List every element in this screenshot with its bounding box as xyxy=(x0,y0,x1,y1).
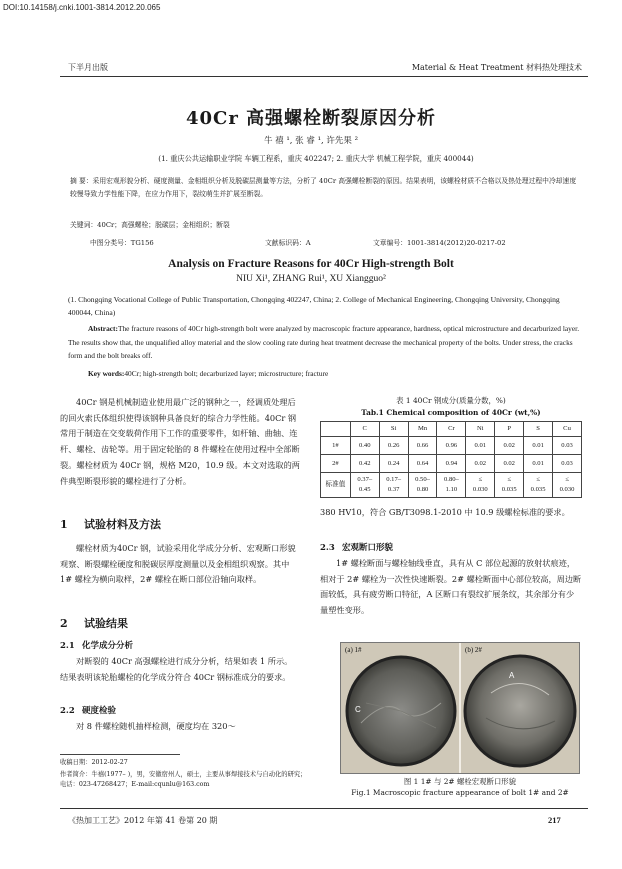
composition-table-grid xyxy=(320,421,582,498)
table-cell: 0.26 xyxy=(379,437,408,455)
std-max: 1.10 xyxy=(445,486,458,493)
table-header-cell: Cu xyxy=(553,422,582,437)
table-cell xyxy=(553,473,582,498)
table-header-cell: C xyxy=(350,422,379,437)
table-cell xyxy=(350,473,379,498)
section-1-number: 1 xyxy=(60,518,68,531)
table-cell: 0.03 xyxy=(553,455,582,473)
table-header-cell: P xyxy=(495,422,524,437)
std-max: 0.035 xyxy=(501,486,517,493)
section-2-1-title: 化学成分分析 xyxy=(82,641,134,651)
std-symbol: ≤ xyxy=(536,476,540,483)
table-cell: 1# xyxy=(321,437,351,455)
table-header-cell: Mn xyxy=(408,422,437,437)
table-cell: 0.02 xyxy=(466,455,495,473)
std-max: 0.035 xyxy=(530,486,546,493)
table-cell: 2# xyxy=(321,455,351,473)
english-keywords xyxy=(88,369,328,378)
section-2-2-number: 2.2 xyxy=(60,706,75,716)
footer-rule xyxy=(60,808,588,809)
section-2-1-text: 对断裂的 40Cr 高强螺栓进行成分分析，结果如表 1 所示。结果表明该轮胎螺栓的化学成分符合 40Cr 钢标准成分的要求。 xyxy=(60,656,293,682)
table-header-cell: Cr xyxy=(437,422,466,437)
table-header-cell: Ni xyxy=(466,422,495,437)
std-min: 0.80– xyxy=(444,476,459,483)
section-2-2-text: 对 8 件螺栓随机抽样检测，硬度均在 320～ xyxy=(76,721,236,731)
keywords-label: Key words: xyxy=(88,369,125,378)
section-2-3-title: 宏观断口形貌 xyxy=(342,543,394,553)
table-cell: 标准值 xyxy=(321,473,351,498)
figure-label-a: (a) 1# xyxy=(345,646,362,654)
english-title: Analysis on Fracture Reasons for 40Cr High-strength Bolt xyxy=(168,258,454,270)
english-abstract xyxy=(68,322,584,363)
article-number: 文章编号：1001-3814(2012)20-0217-02 xyxy=(373,239,506,247)
section-1-heading xyxy=(60,516,300,532)
table-cell: 0.01 xyxy=(524,455,553,473)
table-header-row xyxy=(321,422,582,437)
abstract-cn: 摘 要：采用宏观形貌分析、硬度测量、金相组织分析及脱碳层测量等方法，分析了 40Cr 高强螺栓断裂的原因。结果表明，该螺栓材质不合格以及热处理过程中冷却速度较慢导致力学性能下降，在应力作用下，裂纹萌生并扩展至断裂。 xyxy=(70,177,577,198)
table-cell xyxy=(466,473,495,498)
composition-table xyxy=(320,421,582,498)
table-cell: 0.40 xyxy=(350,437,379,455)
table-cell: 0.94 xyxy=(437,455,466,473)
english-affiliations: (1. Chongqing Vocational College of Public Transportation, Chongqing 402247, China; 2. College of Mechanical Engineering, Chongqing University, Chongqing 400044, China) xyxy=(68,295,560,317)
abstract-text: The fracture reasons of 40Cr high-strength bolt were analyzed by macroscopic fracture appearance, hardness, optical microstructure and decarburized layer. The results show that, the unqualified alloy material and the slow cooling rate during heat treatment decrease the mechanical property of the bolts. Under stress, the cracks form and the bolt breaks off. xyxy=(68,324,580,360)
table-row xyxy=(321,455,582,473)
section-2-2-heading xyxy=(60,704,300,716)
header-rule xyxy=(60,76,588,77)
section-2-3-text: 1# 螺栓断面与螺栓轴线垂直，具有从 C 部位起源的放射状痕迹，相对于 2# 螺栓为一次性快速断裂。2# 螺栓断面中心部位较高，周边断面较低，具有疲劳断口特征，A 区断口有裂纹扩展条纹，其余部分有少量塑性变形。 xyxy=(320,558,582,616)
table-caption-cn: 表 1 40Cr 钢成分(质量分数，%) xyxy=(396,396,506,405)
table-cell: 0.03 xyxy=(553,437,582,455)
table-header-cell: S xyxy=(524,422,553,437)
page-number: 217 xyxy=(548,815,561,825)
table-cell: 0.02 xyxy=(495,437,524,455)
figure-caption xyxy=(330,776,590,798)
table-cell: 0.02 xyxy=(495,455,524,473)
std-max: 0.80 xyxy=(416,486,429,493)
journal-name: 《热加工工艺》2012 年第 41 卷第 20 期 xyxy=(68,816,218,825)
table-cell: 0.01 xyxy=(466,437,495,455)
section-2-heading xyxy=(60,615,300,631)
figure-mark-c: C xyxy=(355,705,361,714)
std-symbol: ≤ xyxy=(565,476,569,483)
header-left: 下半月出版 xyxy=(68,63,108,72)
table-caption-en: Tab.1 Chemical composition of 40Cr (wt,%) xyxy=(361,408,541,417)
affiliations: (1. 重庆公共运输职业学院 车辆工程系，重庆 402247; 2. 重庆大学 机械工程学院，重庆 400044) xyxy=(158,154,474,163)
figure-mark-a: A xyxy=(509,671,515,680)
std-min: 0.17– xyxy=(386,476,402,483)
hardness-continuation: 380 HV10，符合 GB/T3098.1-2010 中 10.9 级螺栓标准的要求。 xyxy=(320,507,570,517)
std-symbol: ≤ xyxy=(507,476,512,483)
classification-number: 中图分类号：TG156 xyxy=(90,239,154,247)
footnote-bio: 作者简介：牛禧(1977– )，男，安徽宿州人，硕士，主要从事焊接技术与自动化的研究；电话：023-47268427；E-mail:cqunlu@163.com xyxy=(60,771,307,788)
doi: DOI:10.14158/j.cnki.1001-3814.2012.20.065 xyxy=(3,3,161,12)
std-max: 0.030 xyxy=(472,486,488,493)
footnote-received: 收稿日期：2012-02-27 xyxy=(60,759,128,766)
keywords-cn: 关键词：40Cr；高强螺栓；脱碳层；金相组织；断裂 xyxy=(70,221,230,229)
paper-title: 40Cr 高强螺栓断裂原因分析 xyxy=(185,108,437,129)
document-code: 文献标识码：A xyxy=(265,239,311,247)
table-standard-row xyxy=(321,473,582,498)
section-2-3-heading xyxy=(320,541,582,553)
table-cell xyxy=(408,473,437,498)
table-caption xyxy=(320,395,582,419)
section-2-1-number: 2.1 xyxy=(60,641,75,651)
std-min: 0.50– xyxy=(415,476,430,483)
table-cell: 0.64 xyxy=(408,455,437,473)
fracture-photo-image xyxy=(341,643,579,773)
std-max: 0.45 xyxy=(358,486,371,493)
intro-paragraph: 40Cr 钢是机械制造业使用最广泛的钢种之一，经调质处理后的回火索氏体组织使得该钢种具备良好的综合力学性能。40Cr 钢常用于制造在交变载荷作用下工作的重要零件，如杆轴、曲轴、连杆、螺栓、齿轮等。用于固定轮胎的 8 件螺栓在使用过程中全部断裂。螺栓材质为 40Cr 钢，规格 M20，10.9 级。本文对选取的两件典型断裂形貌的螺栓进行了分析。 xyxy=(60,397,300,486)
section-2-2-title: 硬度检验 xyxy=(82,706,117,716)
table-row xyxy=(321,437,582,455)
std-max: 0.37 xyxy=(387,486,400,493)
abstract-label: Abstract: xyxy=(88,324,118,333)
figure-caption-cn: 图 1 1# 与 2# 螺栓宏观断口形貌 xyxy=(403,777,517,786)
section-2-3-number: 2.3 xyxy=(320,543,335,553)
english-authors: NIU Xi¹, ZHANG Rui¹, XU Xiangguo² xyxy=(236,274,386,284)
header-right: Material & Heat Treatment 材料热处理技术 xyxy=(411,63,582,72)
table-cell: 0.01 xyxy=(524,437,553,455)
section-2-number: 2 xyxy=(60,617,68,630)
std-max: 0.030 xyxy=(559,486,575,493)
keywords-text: 40Cr; high-strength bolt; decarburized layer; microstructure; fracture xyxy=(124,369,329,378)
table-cell xyxy=(379,473,408,498)
section-1-text: 螺栓材质为40Cr 钢，试验采用化学成分分析、宏观断口形貌观察、断裂螺栓硬度和脱碳层厚度测量以及金相组织观察。其中 1# 螺栓为横向取样，2# 螺栓在断口部位沿轴向取样。 xyxy=(60,543,296,585)
std-symbol: ≤ xyxy=(478,476,483,483)
section-1-title: 试验材料及方法 xyxy=(84,518,161,531)
table-cell: 0.96 xyxy=(437,437,466,455)
table-header-cell: Si xyxy=(379,422,408,437)
table-cell: 0.42 xyxy=(350,455,379,473)
footnote-rule xyxy=(60,754,180,755)
table-cell xyxy=(495,473,524,498)
table-cell: 0.24 xyxy=(379,455,408,473)
fracture-photo xyxy=(340,642,580,774)
table-cell xyxy=(437,473,466,498)
section-2-title: 试验结果 xyxy=(84,617,128,630)
figure-label-b: (b) 2# xyxy=(465,646,482,654)
table-cell xyxy=(524,473,553,498)
table-cell: 0.66 xyxy=(408,437,437,455)
std-min: 0.37– xyxy=(357,476,373,483)
authors: 牛 禧 ¹, 张 睿 ¹, 许先果 ² xyxy=(263,136,359,146)
section-2-1-heading xyxy=(60,639,300,651)
figure-caption-en: Fig.1 Macroscopic fracture appearance of bolt 1# and 2# xyxy=(351,788,569,797)
table-header-cell xyxy=(321,422,351,437)
